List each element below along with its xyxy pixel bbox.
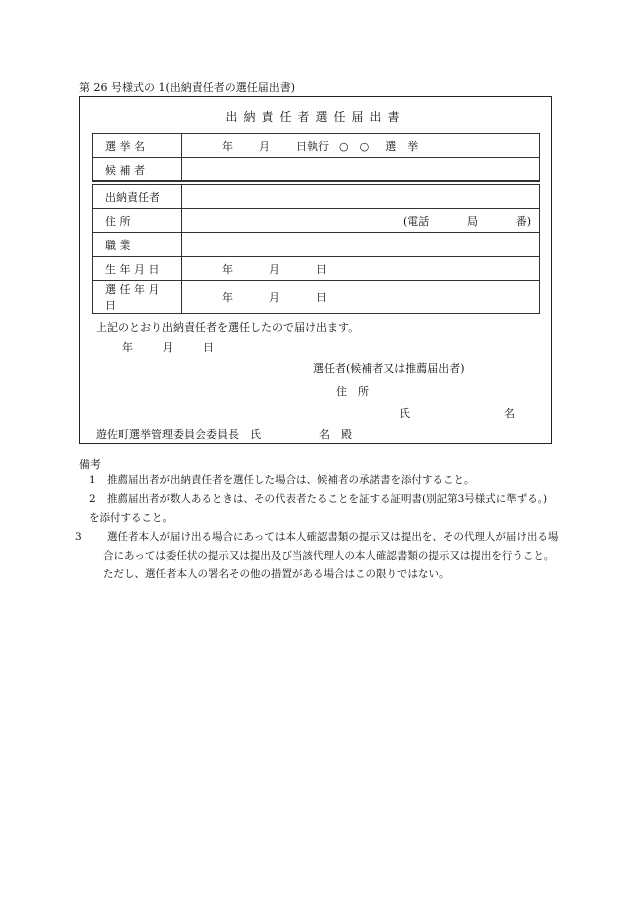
address-value[interactable] [182, 209, 540, 233]
candidate-label: 候 補 者 [105, 163, 145, 177]
election-label: 選 挙 名 [105, 139, 145, 153]
note-text: 推薦届出者が出納責任者を選任した場合は、候補者の承諾書を添付すること。 [107, 474, 475, 486]
birth-value[interactable] [182, 257, 540, 281]
occupation-value[interactable] [182, 233, 540, 257]
appointer-name-label-2: 名 [504, 407, 515, 420]
appointer-name-label-1: 氏 [399, 407, 410, 420]
submit-day: 日 [203, 341, 214, 354]
phone-open: (電話 [403, 214, 430, 228]
submit-month: 月 [162, 341, 174, 354]
occupation-row [93, 233, 540, 257]
appoint-month: 月 [269, 291, 280, 304]
addressee: 遊佐町選挙管理委員会委員長 氏 [96, 428, 261, 441]
birth-label: 生 年 月 日 [105, 262, 160, 276]
election-row [93, 134, 540, 158]
candidate-row [93, 158, 540, 182]
phone-close: 番) [515, 214, 531, 228]
election-table [92, 133, 540, 182]
candidate-value[interactable] [182, 158, 540, 182]
note-item [89, 471, 559, 490]
appoint-year: 年 [222, 291, 233, 304]
treasurer-value[interactable] [182, 185, 540, 209]
statement: 上記のとおり出納責任者を選任したので届け出ます。 [96, 321, 360, 334]
election-circles: ○ ○ [339, 139, 370, 153]
document-title: 出納責任者選任届出書 [225, 110, 406, 124]
election-suffix: 選 挙 [385, 139, 419, 153]
appoint-value[interactable] [182, 281, 540, 314]
note-text: 選任者本人が届け出る場合にあっては本人確認書類の提示又は提出を、その代理人が届け出る場合にあっては委任状の提示又は提出及び当該代理人の本人確認書類の提示又は提出を行うこと。ただし、選任者本人の署名その他の措置がある場合はこの限りではない。 [103, 531, 559, 580]
birth-row [93, 257, 540, 281]
note-text: 推薦届出者が数人あるときは、その代表者たることを証する証明書(別記第3号様式に準ずる。)を添付すること。 [89, 493, 548, 524]
treasurer-row [93, 185, 540, 209]
note-number: 2 [89, 493, 96, 505]
note-item [89, 490, 553, 527]
appoint-label: 選 任 年 月 日 [105, 283, 160, 312]
submit-year: 年 [122, 341, 133, 354]
address-label: 住 所 [105, 214, 131, 228]
address-row [93, 209, 540, 233]
phone-mid: 局 [467, 214, 478, 228]
note-number: 1 [89, 474, 96, 486]
birth-month: 月 [269, 262, 280, 276]
birth-day: 日 [316, 262, 327, 276]
occupation-label: 職 業 [105, 238, 131, 252]
election-day: 日執行 [296, 139, 329, 153]
birth-year: 年 [222, 262, 233, 276]
appointer-label: 選任者(候補者又は推薦届出者) [313, 362, 465, 375]
form-frame [79, 96, 552, 444]
note-item [75, 528, 559, 584]
election-month: 月 [259, 139, 270, 153]
form-label: 第 26 号様式の 1(出納責任者の選任届出書) [79, 81, 296, 94]
appointer-address-label: 住 所 [336, 385, 369, 398]
treasurer-label: 出納責任者 [105, 190, 160, 204]
election-value[interactable] [182, 134, 540, 158]
addressee-name: 名 殿 [319, 428, 352, 441]
election-year: 年 [222, 139, 233, 153]
appoint-row [93, 281, 540, 314]
treasurer-table [92, 184, 540, 314]
notes-title: 備考 [79, 458, 101, 471]
submit-date [122, 339, 214, 355]
note-number: 3 [75, 531, 82, 543]
appoint-day: 日 [316, 291, 327, 304]
